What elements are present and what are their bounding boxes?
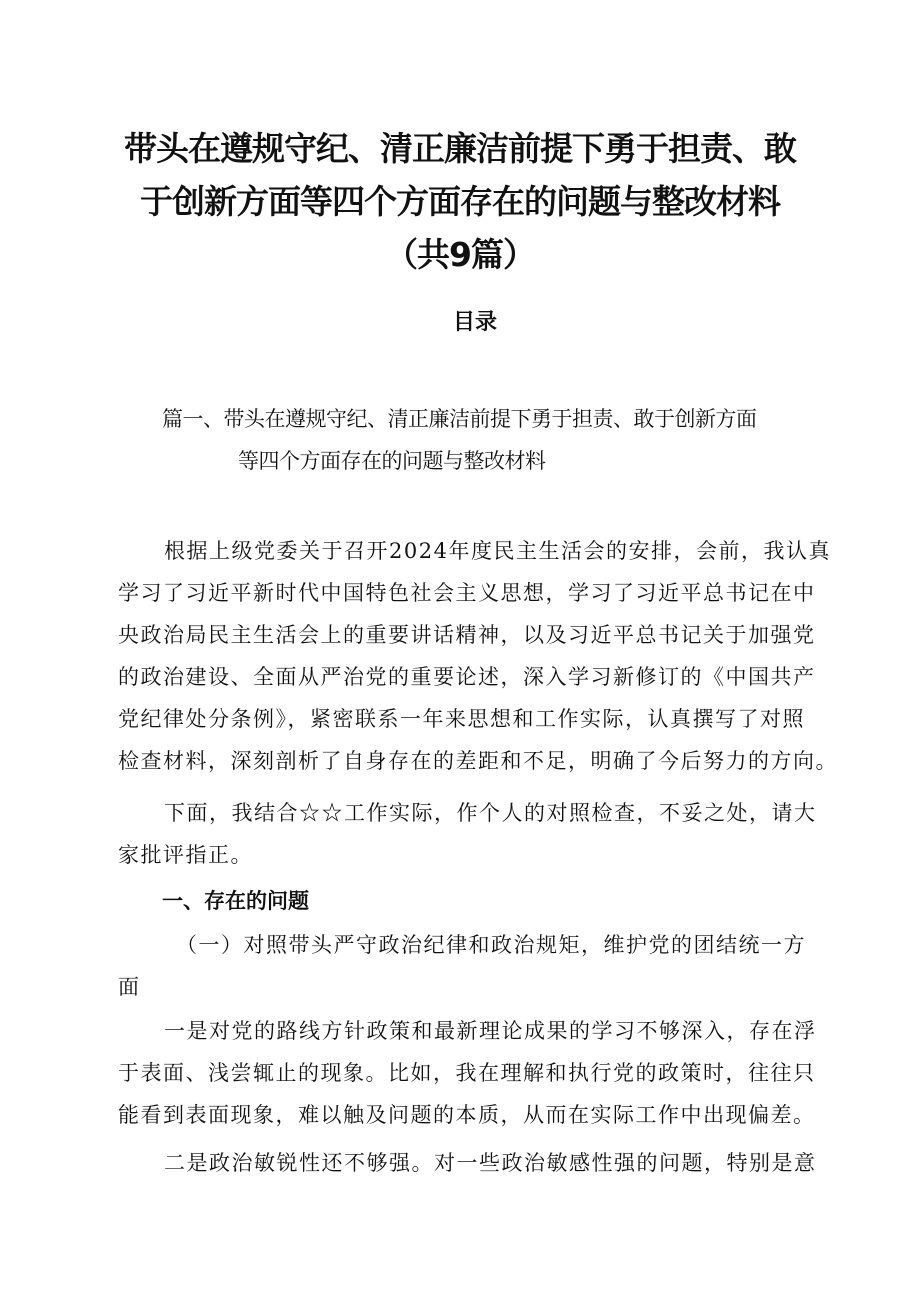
- paragraph-line: 下面，我结合☆☆工作实际，作个人的对照检查，不妥之处，请大: [164, 801, 817, 825]
- document-title: [110, 122, 810, 281]
- paragraph-line: 党纪律处分条例》，紧密联系一年来思想和工作实际，认真撰写了对照: [118, 707, 805, 731]
- title-line-2: 于创新方面等四个方面存在的问题与整改材料: [140, 182, 780, 221]
- paragraph-line: 检查材料，深刻剖析了自身存在的差距和不足，明确了今后努力的方向。: [118, 749, 838, 773]
- paragraph-line: 于表面、浅尝辄止的现象。比如，我在理解和执行党的政策时，往往只: [118, 1061, 816, 1085]
- paragraph-line: 一是对党的路线方针政策和最新理论成果的学习不够深入，存在浮: [164, 1019, 817, 1043]
- paragraph-line: 的政治建设、全面从严治党的重要论述，深入学习新修订的《中国共产: [118, 665, 816, 689]
- title-line-3: （共9篇）: [385, 235, 535, 274]
- paragraph-issue-one: [118, 1010, 838, 1136]
- paragraph-intro: [118, 530, 838, 782]
- title-line-1: 带头在遵规守纪、清正廉洁前提下勇于担责、敢: [124, 129, 796, 168]
- paragraph-issue-two: [118, 1142, 838, 1184]
- paragraph-line: 央政治局民主生活会上的重要讲话精神，以及习近平总书记关于加强党: [118, 623, 816, 647]
- paragraph-line: 根据上级党委关于召开2024年度民主生活会的安排，会前，我认真: [164, 539, 831, 563]
- paragraph-line: 家批评指正。: [118, 843, 253, 867]
- paragraph-line: （一）对照带头严守政治纪律和政治规矩，维护党的团结统一方: [176, 933, 806, 957]
- paragraph-line: 二是政治敏锐性还不够强。对一些政治敏感性强的问题，特别是意: [164, 1151, 817, 1175]
- paragraph-review-intro: [118, 792, 838, 876]
- toc-entry: [162, 398, 862, 482]
- toc-entry-line-2: 等四个方面存在的问题与整改材料: [238, 449, 546, 473]
- toc-entry-line-1: 篇一、带头在遵规守纪、清正廉洁前提下勇于担责、敢于创新方面: [162, 407, 757, 431]
- paragraph-line: 学习了习近平新时代中国特色社会主义思想，学习了习近平总书记在中: [118, 581, 816, 605]
- toc-heading: 目录: [452, 310, 497, 335]
- paragraph-line: 能看到表面现象，难以触及问题的本质，从而在实际工作中出现偏差。: [118, 1103, 816, 1127]
- section-heading: 一、存在的问题: [162, 889, 309, 913]
- paragraph-line: 面: [118, 975, 141, 999]
- subsection-heading: [118, 924, 838, 1008]
